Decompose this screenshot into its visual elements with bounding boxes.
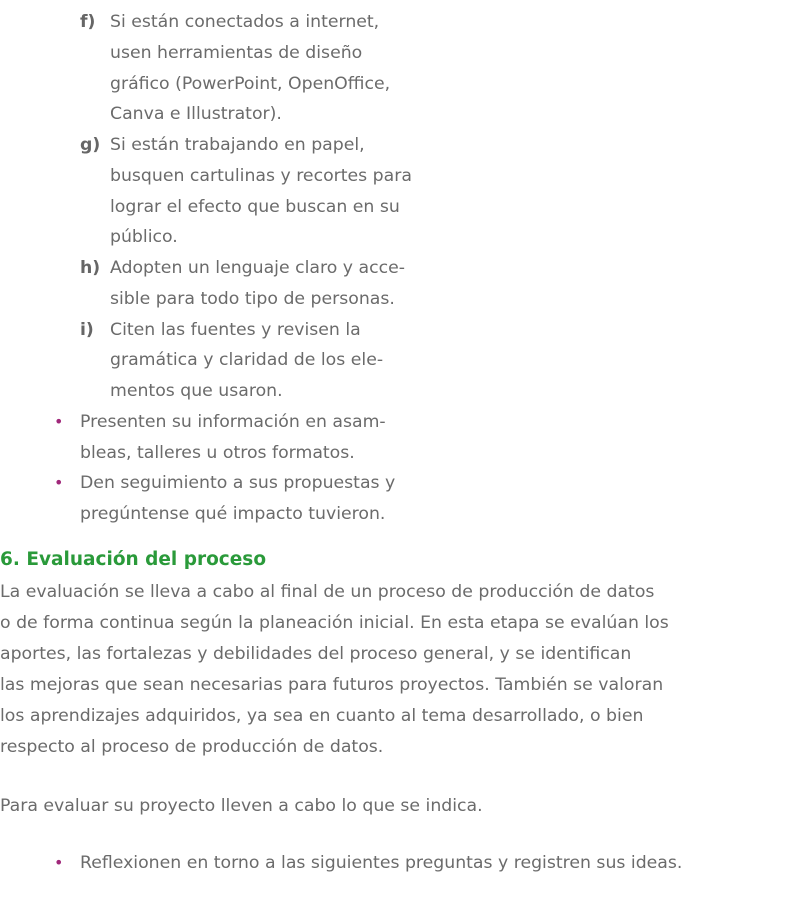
section-heading: 6. Evaluación del proceso bbox=[0, 549, 267, 570]
list-item-label: f) bbox=[80, 12, 96, 32]
paragraph-line: las mejoras que sean necesarias para futuros proyectos. También se valoran bbox=[0, 675, 664, 695]
list-item-line: usen herramientas de diseño bbox=[110, 42, 363, 63]
list-item-line: Si están trabajando en papel, bbox=[110, 135, 365, 155]
bullet-line: Den seguimiento a sus propuestas y bbox=[80, 473, 396, 494]
list-item-line: gráfico (PowerPoint, OpenOffice, bbox=[110, 73, 391, 94]
bullet-icon: • bbox=[54, 853, 64, 872]
bullet-icon: • bbox=[54, 473, 64, 493]
list-item-line: sible para todo tipo de personas. bbox=[110, 288, 395, 309]
paragraph-line: o de forma continua según la planeación inicial. En esta etapa se evalúan los bbox=[0, 613, 669, 633]
list-item-line: gramática y claridad de los ele- bbox=[110, 350, 384, 371]
paragraph-line: aportes, las fortalezas y debilidades del proceso general, y se identifican bbox=[0, 644, 632, 664]
list-item-line: Canva e Illustrator). bbox=[110, 104, 282, 125]
list-item-label: i) bbox=[80, 319, 94, 340]
list-item-label: g) bbox=[80, 135, 101, 155]
final-bullet-text: Reflexionen en torno a las siguientes preguntas y registren sus ideas. bbox=[80, 853, 683, 873]
list-item-line: Si están conectados a internet, bbox=[110, 12, 380, 32]
list-item-line: busquen cartulinas y recortes para bbox=[110, 165, 412, 186]
list-item-line: público. bbox=[110, 227, 178, 248]
list-item-line: Adopten un lenguaje claro y acce- bbox=[110, 258, 405, 278]
bullet-icon: • bbox=[54, 411, 64, 431]
bullet-line: bleas, talleres u otros formatos. bbox=[80, 442, 355, 463]
list-item-line: mentos que usaron. bbox=[110, 381, 283, 401]
paragraph-line: La evaluación se lleva a cabo al final de un proceso de producción de datos bbox=[0, 582, 655, 602]
bullet-line: Presenten su información en asam- bbox=[80, 411, 386, 432]
paragraph-line: respecto al proceso de producción de datos. bbox=[0, 737, 384, 757]
bullet-line: pregúntense qué impacto tuvieron. bbox=[80, 504, 386, 524]
paragraph-line: los aprendizajes adquiridos, ya sea en cuanto al tema desarrollado, o bien bbox=[0, 706, 644, 726]
list-item-line: lograr el efecto que buscan en su bbox=[110, 196, 400, 217]
list-item-line: Citen las fuentes y revisen la bbox=[110, 319, 361, 340]
list-item-label: h) bbox=[80, 258, 101, 278]
instruction-text: Para evaluar su proyecto lleven a cabo lo que se indica. bbox=[0, 796, 483, 816]
